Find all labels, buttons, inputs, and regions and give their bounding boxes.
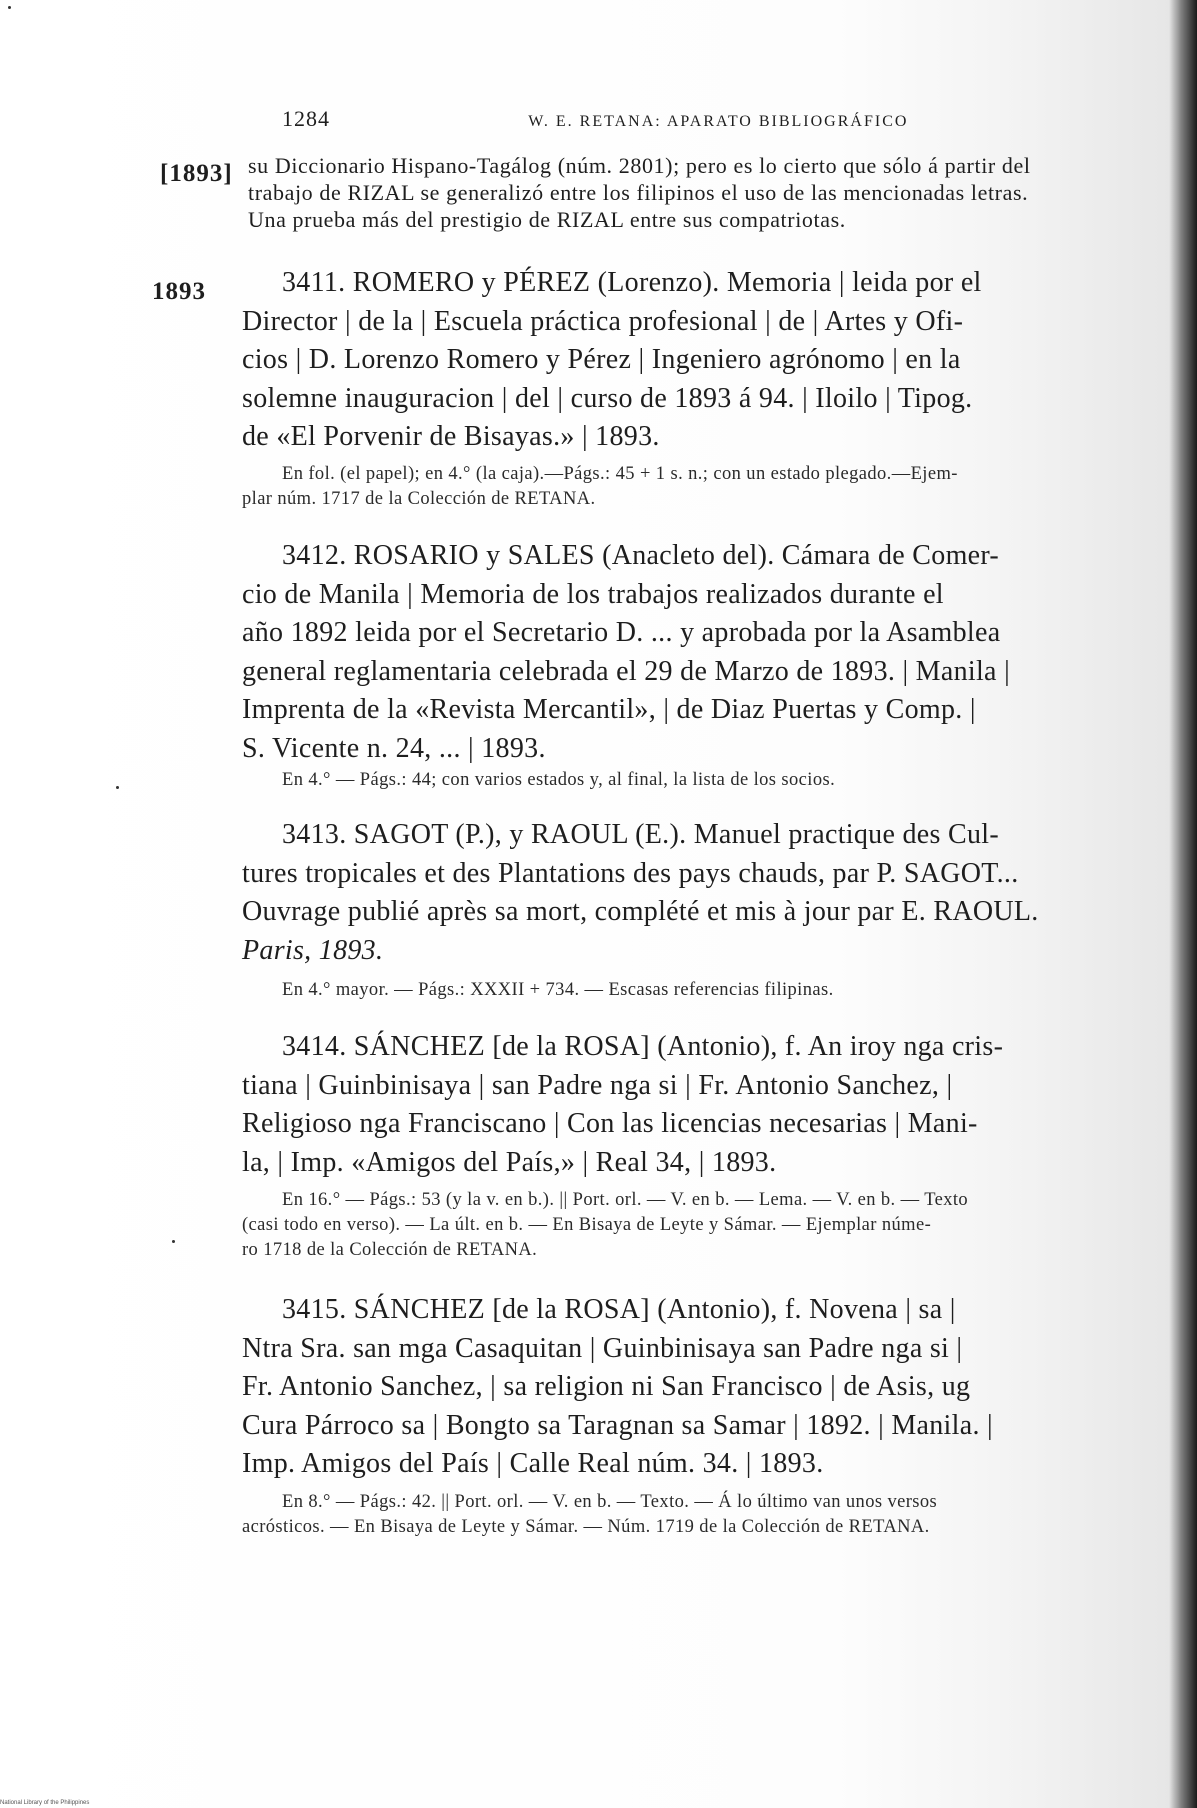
note-line: acrósticos. — En Bisaya de Leyte y Sámar. — Núm. 1719 de la Colección de RETANA. [242,1517,930,1537]
margin-year: 1893 [152,278,206,305]
entry-line: tures tropicales et des Plantations des pays chauds, par P. SAGOT... [242,857,1019,889]
note-line: En 4.° — Págs.: 44; con varios estados y, al final, la lista de los socios. [282,770,836,790]
entry-3415-note [242,1490,1172,1540]
entry-line: 3413. SAGOT (P.), y RAOUL (E.). Manuel practique des Cul- [282,819,1000,850]
scan-speck [172,1240,175,1243]
entry-line: cios | D. Lorenzo Romero y Pérez | Ingeniero agrónomo | en la [242,344,961,375]
continuation-paragraph [248,152,1178,233]
entry-line: Cura Párroco sa | Bongto sa Taragnan sa Samar | 1892. | Manila. | [242,1409,993,1441]
entry-line: Imp. Amigos del País | Calle Real núm. 34. | 1893. [242,1448,824,1479]
entry-3413 [242,816,1172,970]
entry-line: 3411. ROMERO y PÉREZ (Lorenzo). Memoria | leida por el [282,267,982,298]
note-line: (casi todo en verso). — La últ. en b. — En Bisaya de Leyte y Sámar. — Ejemplar núme- [242,1215,932,1235]
note-line: En 8.° — Págs.: 42. || Port. orl. — V. en b. — Texto. — Á lo último van unos versos [282,1492,938,1512]
entry-line: de «El Porvenir de Bisayas.» | 1893. [242,421,660,452]
entry-line: tiana | Guinbinisaya | san Padre nga si | Fr. Antonio Sanchez, | [242,1069,953,1101]
entry-line: la, | Imp. «Amigos del País,» | Real 34, | 1893. [242,1146,777,1178]
entry-line: Ouvrage publié après sa mort, complété et mis à jour par E. RAOUL. [242,896,1039,927]
scan-speck [116,786,119,789]
page-edge-shadow [1169,0,1197,1808]
entry-3413-note [242,978,1172,1003]
running-header [282,106,982,132]
note-line: En fol. (el papel); en 4.° (la caja).—Págs.: 45 + 1 s. n.; con un estado plegado.—Ejem- [282,464,958,484]
continuation-line: su Diccionario Hispano-Tagálog (núm. 2801); pero es lo cierto que sólo á partir del [248,153,1031,178]
note-line: ro 1718 de la Colección de RETANA. [242,1240,538,1260]
entry-line: 3412. ROSARIO y SALES (Anacleto del). Cámara de Comer- [282,540,1000,571]
note-line: En 4.° mayor. — Págs.: XXXII + 734. — Escasas referencias filipinas. [282,980,834,1000]
entry-line: solemne inauguracion | del | curso de 1893 á 94. | Iloilo | Tipog. [242,382,973,414]
note-line: plar núm. 1717 de la Colección de RETANA. [242,489,596,509]
page-number: 1284 [282,106,330,131]
entry-line: Religioso nga Franciscano | Con las licencias necesarias | Mani- [242,1108,978,1139]
note-line: En 16.° — Págs.: 53 (y la v. en b.). || Port. orl. — V. en b. — Lema. — V. en b. — Texto [282,1190,969,1210]
entry-3411-note [242,462,1172,512]
entry-line: 3415. SÁNCHEZ [de la ROSA] (Antonio), f. Novena | sa | [282,1294,956,1325]
entry-line: Ntra Sra. san mga Casaquitan | Guinbinisaya san Padre nga si | [242,1332,963,1364]
entry-line: Imprenta de la «Revista Mercantil», | de Diaz Puertas y Comp. | [242,694,976,725]
scan-speck [8,6,11,9]
entry-line: S. Vicente n. 24, ... | 1893. [242,732,546,764]
scan-credit: National Library of the Philippines [0,1800,90,1806]
entry-3411 [242,264,1172,457]
entry-line: Paris, 1893. [242,934,384,966]
continuation-line: trabajo de RIZAL se generalizó entre los filipinos el uso de las mencionadas letras. [248,180,1029,205]
entry-3414-note [242,1188,1172,1263]
continuation-line: Una prueba más del prestigio de RIZAL entre sus compatriotas. [248,207,846,232]
entry-line: 3414. SÁNCHEZ [de la ROSA] (Antonio), f. An iroy nga cris- [282,1031,1004,1062]
entry-line: Director | de la | Escuela práctica profesional | de | Artes y Ofi- [242,305,964,337]
margin-year-bracketed: [1893] [160,160,233,187]
entry-line: general reglamentaria celebrada el 29 de Marzo de 1893. | Manila | [242,655,1010,687]
entry-3415 [242,1291,1172,1484]
entry-line: Fr. Antonio Sanchez, | sa religion ni San Francisco | de Asis, ug [242,1371,971,1402]
entry-line: cio de Manila | Memoria de los trabajos realizados durante el [242,578,944,610]
running-title: W. E. RETANA: APARATO BIBLIOGRÁFICO [528,113,909,130]
entry-3414 [242,1028,1172,1182]
entry-3412 [242,537,1172,768]
entry-line: año 1892 leida por el Secretario D. ... y aprobada por la Asamblea [242,617,1001,648]
entry-3412-note [242,768,1172,793]
